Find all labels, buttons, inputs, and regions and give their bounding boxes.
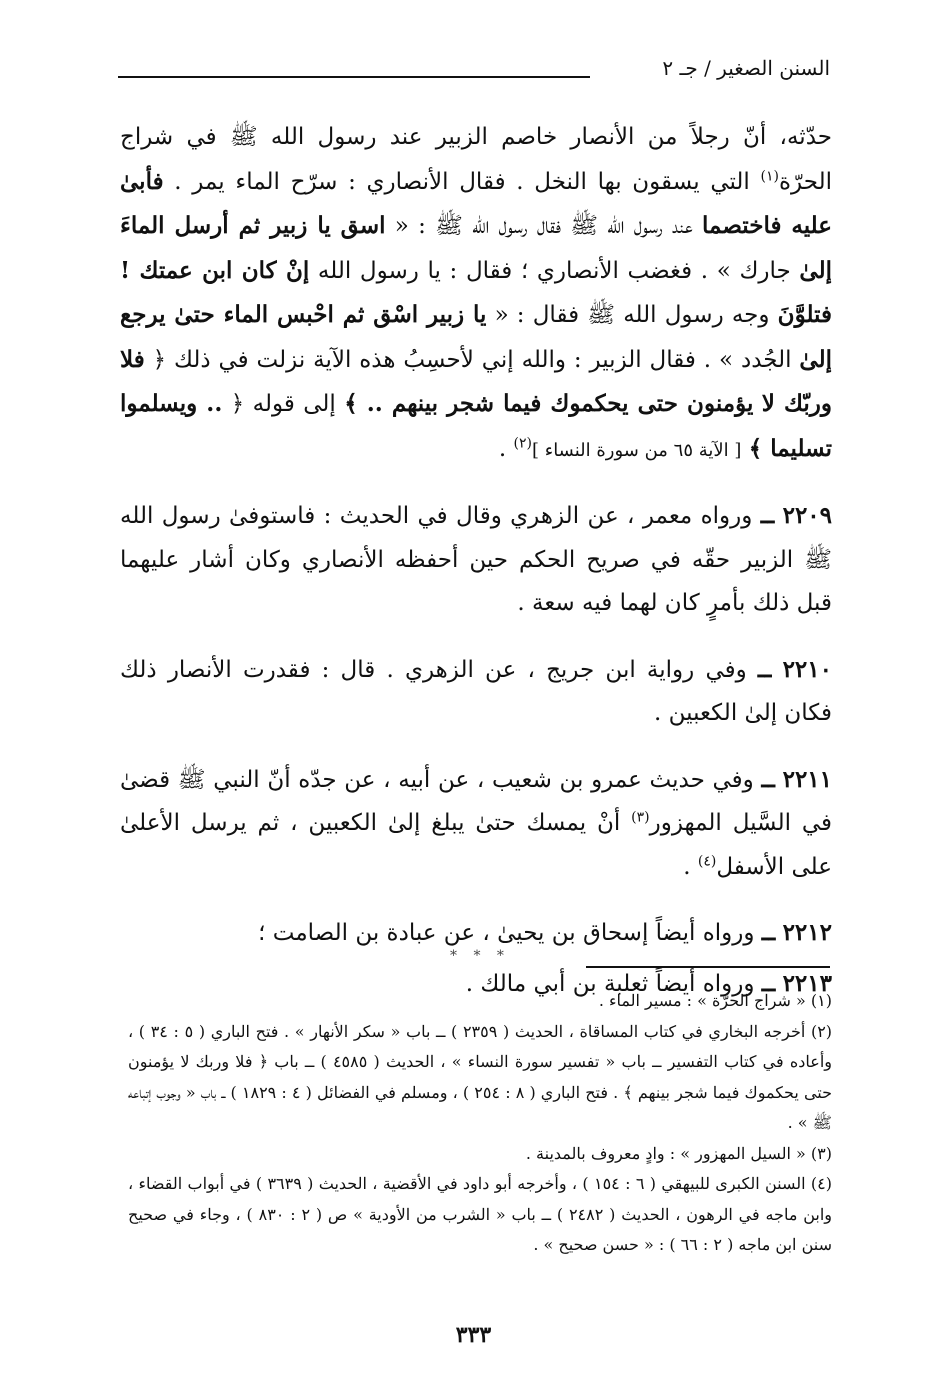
hadith-text: ورواه معمر ، عن الزهري وقال في الحديث : فاستوفىٰ رسول الله ﷺ الزبير حقّه في صريح الحكم حين أحفظه الأنصاري وكان أشار عليهما قبل ذلك بأمرٍ كان لهما فيه سعة . xyxy=(120,503,832,616)
hadith-2210: ٢٢١٠ ــ وفي رواية ابن جريج ، عن الزهري . قال : فقدرت الأنصار ذلك فكان إلىٰ الكعبين . xyxy=(120,655,832,726)
hadith-2209: ٢٢٠٩ ــ ورواه معمر ، عن الزهري وقال في الحديث : فاستوفىٰ رسول الله ﷺ الزبير حقّه في صريح الحكم حين أحفظه الأنصاري وكان أشار عليهما قبل ذلك بأمرٍ كان لهما فيه سعة . xyxy=(120,502,833,616)
footnote-ref-3[interactable]: (٣) xyxy=(631,809,650,826)
hadith-2213: ٢٢١٣ ــ ورواه أيضاً ثعلبة بن أبي مالك . xyxy=(465,969,832,997)
hadith-number: ٢٢١٢ xyxy=(782,919,832,946)
footnote-ref-1[interactable]: (١) xyxy=(760,167,779,184)
main-text xyxy=(120,116,832,1006)
running-header-title: السنن الصغير / جـ ٢ xyxy=(662,56,830,80)
footnote-4: (٤) السنن الكبرى للبيهقي ( ٦ : ١٥٤ ) ، وأخرجه أبو داود في الأقضية ، الحديث ( ٣٦٣٩ ) في أبواب القضاء ، وابن ماجه في الرهون ، الحديث ( ٢٤٨٢ ) ــ باب « الشرب من الأودية » ص ( ٢ : ٨٣٠ ) ، وجاء في صحيح سنن ابن ماجه ( ٢ : ٦٦ ) : « حسن صحيح » . xyxy=(128,1174,833,1254)
footnote-2: (٢) أخرجه البخاري في كتاب المساقاة ، الحديث ( ٢٣٥٩ ) ــ باب « سكر الأنهار » . فتح الباري ( ٥ : ٣٤ ) ، وأعاده في كتاب التفسير ــ باب « تفسير سورة النساء » ، الحديث ( ٤٥٨٥ ) ــ باب ﴿ فلا وربك لا يؤمنون حتى يحكموك فيما شجر بينهم ﴾ . فتح الباري ( ٨ : ٢٥٤ ) ، ومسلم في الفضائل ( ٤ : ١٨٢٩ ) ــ باب « وجوب إتباعه ﷺ » . xyxy=(128,1021,833,1132)
footnotes xyxy=(128,986,832,1261)
running-header xyxy=(118,56,830,92)
hadith-number: ٢٢١١ xyxy=(782,765,833,793)
hadith-text: ورواه أيضاً إسحاق بن يحيىٰ ، عن عبادة بن الصامت ؛ xyxy=(258,920,755,946)
hadith-number: ٢٢١٠ xyxy=(782,655,832,683)
intro-paragraph: حدّثه، أنّ رجلاً من الأنصار خاصم الزبير عند رسول الله ﷺ في شراج الحرّة$^{(١)}$ التي يسقون بها النخل . فقال الأنصاري : سرّح الماء يمر . فأبىٰ عليه فاختصما عند رسول الله ﷺ فقال رسول الله ﷺ : « اسق يا زبير ثم أرسل الماءَ إلىٰ جارك » . فغضب الأنصاري ؛ فقال : يا رسول الله إنْ كان ابن عمتك ! فتلوَّنَ وجه رسول الله ﷺ فقال : « يا زبير اسْق ثم احْبس الماء حتىٰ يرجع إلىٰ الجُدد » . فقال الزبير : والله إني لأحسِبُ هذه الآية نزلت في ذلك ﴿ فلا وربّك لا يؤمنون حتى يحكموك فيما شجر بينهم .. ﴾ إلى قوله ﴿ .. ويسلموا تسليما ﴾ [ الآية ٦٥ من سورة النساء ]$^{(٢)}$ . xyxy=(120,124,832,462)
page-number: ٣٣٣ xyxy=(455,1322,492,1348)
header-rule xyxy=(118,76,590,78)
hadith-2211: ٢٢١١ ــ وفي حديث عمرو بن شعيب ، عن أبيه ، عن جدّه أنّ النبي ﷺ قضىٰ في السَّيل المهزور$^{(٣)}$ أنْ يمسك حتىٰ يبلغ إلىٰ الكعبين ، ثم يرسل الأعلىٰ على الأسفل$^{(٤)}$ . xyxy=(120,765,833,880)
section-separator: * * * xyxy=(450,948,510,964)
footnote-rule xyxy=(586,966,830,968)
footnote-3: (٣) « السيل المهزور » : وادٍ معروف بالمدينة . xyxy=(525,1143,832,1163)
hadith-text: وفي حديث عمرو بن شعيب ، عن أبيه ، عن جدّه أنّ النبي ﷺ قضىٰ في السَّيل المهزور xyxy=(120,766,832,836)
footnote-ref-2[interactable]: (٢) xyxy=(513,434,532,451)
footnote-ref-4[interactable]: (٤) xyxy=(697,852,717,869)
footnote-1: (١) « شراج الحرّة » : مسير الماء . xyxy=(598,991,832,1010)
hadith-text: ورواه أيضاً ثعلبة بن أبي مالك . xyxy=(465,970,755,997)
hadith-text: وفي رواية ابن جريج ، عن الزهري . قال : فقدرت الأنصار ذلك فكان إلىٰ الكعبين . xyxy=(120,656,832,726)
hadith-number: ٢٢١٣ xyxy=(782,969,832,997)
hadith-2212: ٢٢١٢ ــ ورواه أيضاً إسحاق بن يحيىٰ ، عن عبادة بن الصامت ؛ xyxy=(258,919,832,946)
hadith-number: ٢٢٠٩ xyxy=(782,502,833,529)
